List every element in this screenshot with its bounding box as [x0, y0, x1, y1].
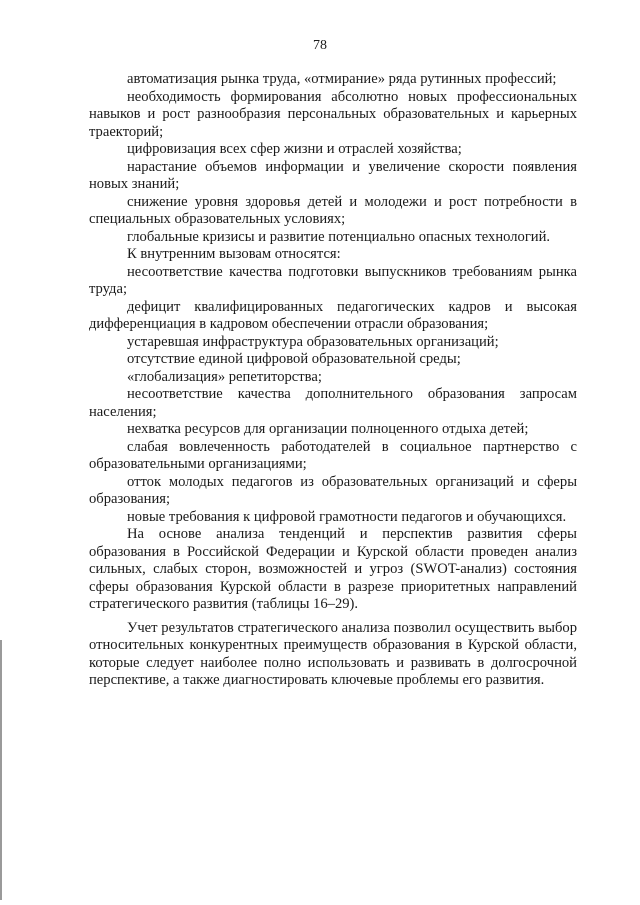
paragraph-new-skills: необходимость формирования абсолютно новых профессиональных навыков и рост разнообразия персональных образовательных и карьерных траекторий; [89, 88, 577, 140]
paragraph-digitalization: цифровизация всех сфер жизни и отраслей хозяйства; [127, 141, 462, 157]
paragraph-internal-challenges-heading: К внутренним вызовам относятся: [127, 246, 341, 262]
paragraph-information-growth: нарастание объемов информации и увеличение скорости появления новых знаний; [89, 158, 577, 192]
paragraph-health-decline: снижение уровня здоровья детей и молодежи и рост потребности в специальных образовательных условиях; [89, 193, 577, 227]
paragraph-global-crises: глобальные кризисы и развитие потенциально опасных технологий. [127, 228, 551, 245]
body-text [89, 71, 577, 690]
paragraph-young-teachers-outflow: отток молодых педагогов из образовательных организаций и сферы образования; [89, 473, 577, 507]
paragraph-graduate-quality: несоответствие качества подготовки выпускников требованиям рынка труда; [89, 263, 577, 297]
paragraph-teacher-shortage: дефицит квалифицированных педагогических кадров и высокая дифференциация в кадровом обеспечении отрасли образования; [89, 298, 577, 332]
paragraph-digital-literacy: новые требования к цифровой грамотности педагогов и обучающихся. [127, 508, 567, 525]
paragraph-strategic-analysis: Учет результатов стратегического анализа позволил осуществить выбор относительных конкурентных преимуществ образования в Курской области, которые следует наиболее полно использовать и развивать в долгосрочной перспективе, а также диагностировать ключевые проблемы его развития. [89, 619, 577, 688]
paragraph-recreation-resources: нехватка ресурсов для организации полноценного отдыха детей; [127, 421, 529, 437]
paragraph-outdated-infrastructure: устаревшая инфраструктура образовательных организаций; [127, 333, 499, 350]
paragraph-additional-education: несоответствие качества дополнительного образования запросам населения; [89, 386, 577, 420]
paragraph-employer-involvement: слабая вовлеченность работодателей в социальное партнерство с образовательными организациями; [89, 438, 577, 472]
paragraph-swot-analysis: На основе анализа тенденций и перспектив развития сферы образования в Российской Федерации и Курской области проведен анализ сильных, слабых сторон, возможностей и угроз (SWOT-анализ) состояния сферы образования Курской области в разрезе приоритетных направлений стратегического развития (таблицы 16–29). [89, 526, 577, 612]
paragraph-digital-environment: отсутствие единой цифровой образовательной среды; [127, 351, 461, 367]
paragraph-tutoring: «глобализация» репетиторства; [127, 368, 322, 385]
paragraph-labor-automation: автоматизация рынка труда, «отмирание» ряда рутинных профессий; [127, 71, 557, 87]
page-number: 78 [313, 38, 327, 53]
scan-edge-line [0, 640, 2, 900]
